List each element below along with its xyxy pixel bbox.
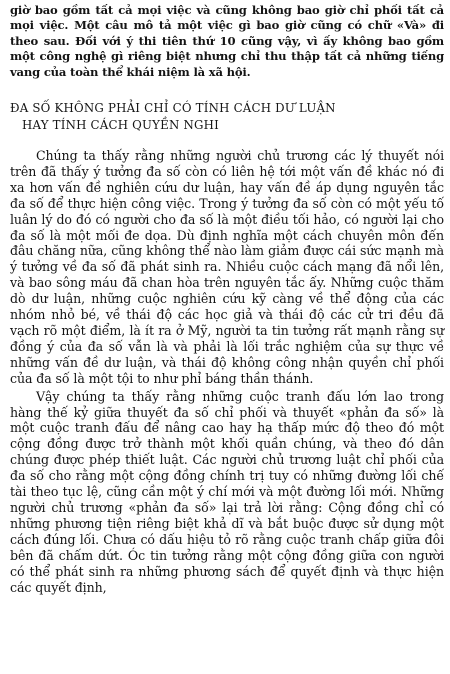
intro-paragraph: giờ bao gồm tất cả mọi việc và cũng không bao giờ chỉ phối tất cả mọi việc. Một câu mô tả một việc gì bao giờ cũng có chữ «Và» đi theo sau. Đối với ý thi tiên thứ 10 cũng vậy, vì ấy không bao gồm một công nghệ gì riêng biệt nhưng chỉ thu thập tất cả những tiếng vang của toàn thể khái niệm là xã hội. [10, 3, 444, 79]
body-paragraph-2: Vậy chúng ta thấy rằng những cuộc tranh đấu lớn lao trong hàng thế kỷ giữa thuyết đa số chỉ phối và thuyết «phản đa số» là một cuộc tranh đấu để nâng cao hay hạ thấp mức độ theo đó một cộng đồng được trở thành một khối quần chúng, và theo đó dân chúng được phép thiết luật. Các người chủ trương luật chỉ phối của đa số cho rằng một cộng đồng chính trị tuy có những đường lối chế tài theo tục lệ, cũng cần một ý chí mới và một đường lối mới. Những người chủ trương «phản đa số» lại trả lời rằng: Cộng đồng chỉ có những phương tiện riêng biệt khả dĩ và bắt buộc được sử dụng một cách đúng lối. Chưa có dấu hiệu tỏ rõ rằng cuộc tranh chấp giữa đôi bên đã chấm dứt. Óc tin tưởng rằng một cộng đồng giữa con người có thể phát sinh ra những phương sách để quyết định và thực hiện các quyết định, [10, 388, 444, 595]
section-heading-line-1: ĐA SỐ KHÔNG PHẢI CHỈ CÓ TÍNH CÁCH DƯ LUẬN [10, 101, 336, 116]
section-heading-line-2: HAY TÍNH CÁCH QUYỀN NGHI [22, 118, 219, 133]
body-paragraph-1: Chúng ta thấy rằng những người chủ trương các lý thuyết nói trên đã thấy ý tưởng đa số còn có liên hệ tới một vấn đề khác nó đi xa hơn vấn đề nghiên cứu dư luận, hay vấn đề áp dụng nguyên tắc đa số để thực hiện công việc. Trong ý tưởng đa số còn có một yếu tố luân lý do đó có người cho đa số là một điều tối hảo, có người lại cho đa số là một mối đe dọa. Dù định nghĩa một cách chuyên môn đến đâu chăng nữa, cũng không thể nào làm giảm được cái sức mạnh mà ý tưởng về đa số đã phát sinh ra. Nhiều cuộc cách mạng đã nổi lên, và bao sông máu đã chan hòa trên nguyên tắc ấy. Những cuộc thăm dò dư luận, những cuộc nghiên cứu kỹ càng về thể động của các nhóm nhỏ bé, về thái độ các học giả và thái độ các cử tri đều đã vạch rõ một điểm, là ít ra ở Mỹ, người ta tin tưởng rất mạnh rằng sự đồng ý của đa số vẫn là và phải là lối trắc nghiệm của sự thực về những vấn đề dư luận, và thái độ không công nhận quyền chỉ phối của đa số là một tội to như phỉ báng thần thánh. [10, 148, 444, 386]
section-heading [10, 100, 444, 134]
